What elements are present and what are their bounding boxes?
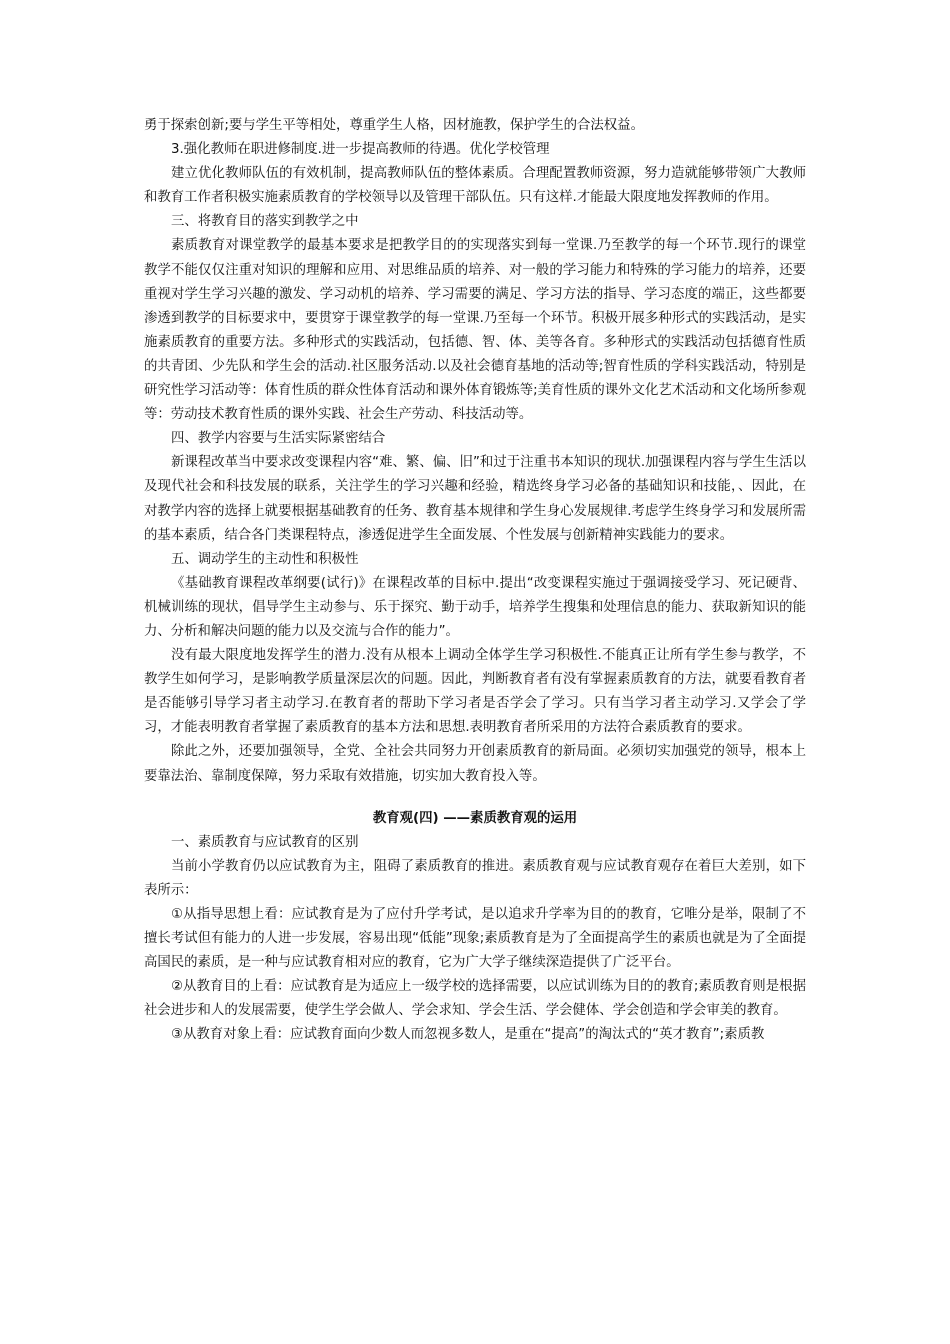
- paragraph: ③从教育对象上看：应试教育面向少数人而忽视多数人，是重在“提高”的淘汰式的“英才教育”;素质教: [171, 1027, 765, 1043]
- paragraph: ①从指导思想上看：应试教育是为了应付升学考试，是以追求升学率为目的的教育，它唯分是举，限制了不擅长考试但有能力的人进一步发展，容易出现“低能”现象;素质教育是为了全面提高学生的素质也就是为了全面提高国民的素质，是一种与应试教育相对应的教育，它为广大学子继续深造提供了广泛平台。: [144, 907, 806, 971]
- paragraph: 没有最大限度地发挥学生的潜力.没有从根本上调动全体学生学习积极性.不能真正让所有学生参与教学，不教学生如何学习，是影响教学质量深层次的问题。因此，判断教育者有没有掌握素质教育的方法，就要看教育者是否能够引导学习者主动学习.在教育者的帮助下学习者是否学会了学习。只有当学习者主动学习.又学会了学习，才能表明教育者掌握了素质教育的基本方法和思想.表明教育者所采用的方法符合素质教育的要求。: [144, 648, 806, 736]
- paragraph: 《基础教育课程改革纲要(试行)》在课程改革的目标中.提出“改变课程实施过于强调接受学习、死记硬背、机械训练的现状，倡导学生主动参与、乐于探究、勤于动手，培养学生搜集和处理信息的能力、获取新知识的能力、分析和解决问题的能力以及交流与合作的能力”。: [144, 575, 806, 639]
- section-heading: 3.强化教师在职进修制度.进一步提高教师的待遇。优化学校管理: [171, 142, 550, 158]
- paragraph: 新课程改革当中要求改变课程内容“难、繁、偏、旧”和过于注重书本知识的现状.加强课程内容与学生生活以及现代社会和科技发展的联系，关注学生的学习兴趣和经验，精选终身学习必备的基础知识和技能，、因此，在对教学内容的选择上就要根据基础教育的任务、教育基本规律和学生身心发展规律.考虑学生终身学习和发展所需的基本素质，结合各门类课程特点，渗透促进学生全面发展、个性发展与创新精神实践能力的要求。: [144, 455, 806, 543]
- document-body: [144, 114, 806, 1048]
- paragraph: 除此之外，还要加强领导，全党、全社会共同努力开创素质教育的新局面。必须切实加强党的领导，根本上要靠法治、靠制度保障，努力采取有效措施，切实加大教育投入等。: [144, 744, 806, 784]
- paragraph: 当前小学教育仍以应试教育为主，阻碍了素质教育的推进。素质教育观与应试教育观存在着巨大差别，如下表所示：: [144, 858, 806, 898]
- paragraph: ②从教育目的上看：应试教育是为适应上一级学校的选择需要，以应试训练为目的的教育;素质教育则是根据社会进步和人的发展需要，使学生学会做人、学会求知、学会生活、学会健体、学会创造和学会审美的教育。: [144, 979, 806, 1019]
- paragraph: 建立优化教师队伍的有效机制，提高教师队伍的整体素质。合理配置教师资源，努力造就能够带领广大教师和教育工作者积极实施素质教育的学校领导以及管理干部队伍。只有这样.才能最大限度地发挥教师的作用。: [144, 166, 806, 206]
- section-heading: 三、将教育目的落实到教学之中: [171, 214, 359, 230]
- paragraph: 勇于探索创新;要与学生平等相处，尊重学生人格，因材施教，保护学生的合法权益。: [144, 118, 644, 133]
- paragraph: 素质教育对课堂教学的最基本要求是把教学目的的实现落实到每一堂课.乃至教学的每一个环节.现行的课堂教学不能仅仅注重对知识的理解和应用、对思维品质的培养、对一般的学习能力和特殊的学习能力的培养，还要重视对学生学习兴趣的激发、学习动机的培养、学习需要的满足、学习方法的指导、学习态度的端正，这些都要渗透到教学的目标要求中，要贯穿于课堂教学的每一堂课.乃至每一个环节。积极开展多种形式的实践活动，是实施素质教育的重要方法。多种形式的实践活动，包括德、智、体、美等各育。多种形式的实践活动包括德育性质的共青团、少先队和学生会的活动.社区服务活动.以及社会德育基地的活动等;智育性质的学科实践活动，特别是研究性学习活动等：体育性质的群众性体育活动和课外体育锻炼等;美育性质的课外文化艺术活动和文化场所参观等：劳动技术教育性质的课外实践、社会生产劳动、科技活动等。: [144, 238, 806, 423]
- section-heading: 五、调动学生的主动性和积极性: [171, 551, 359, 567]
- section-heading: 四、教学内容要与生活实际紧密结合: [171, 431, 386, 447]
- section-heading: 一、素质教育与应试教育的区别: [171, 834, 359, 850]
- chapter-title: 教育观(四) ——素质教育观的运用: [372, 810, 578, 826]
